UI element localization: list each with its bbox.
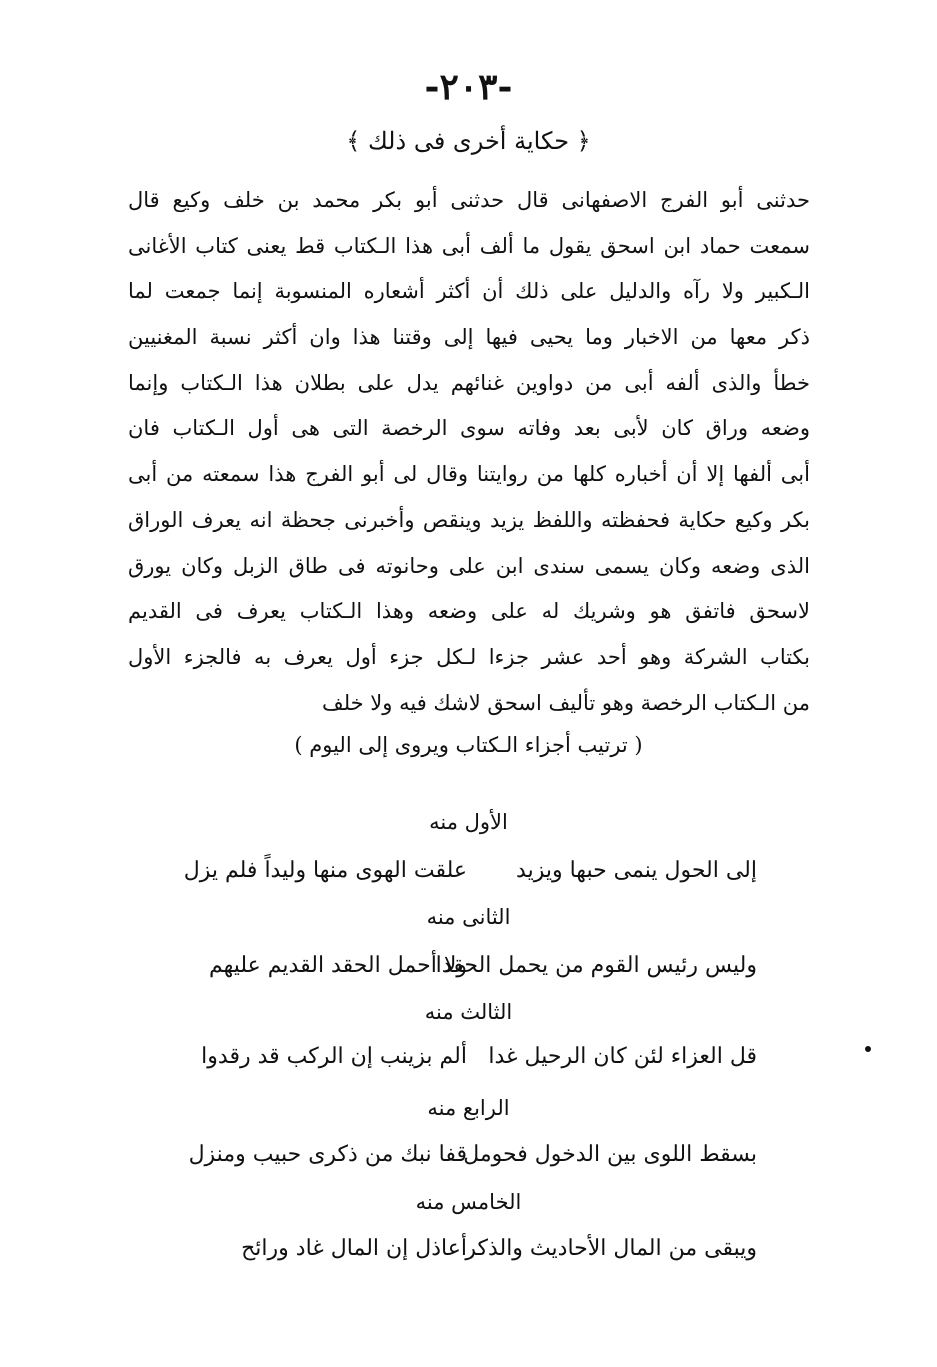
prose-line: الـكبير ولا رآه والدليل على ذلك أن أكثر أشعاره المنسوبة إنما جمعت لما <box>128 279 810 304</box>
prose-line: ذكر معها من الاخبار وما يحيى فيها إلى وقتنا هذا وان أكثر نسبة المغنيين <box>128 325 810 350</box>
page-number: -٢٠٣- <box>424 66 513 108</box>
section-label: الثانى منه <box>426 905 511 929</box>
verse-hemistich-first: أعاذل إن المال غاد ورائح <box>241 1236 467 1261</box>
verse-hemistich-second: بسقط اللوى بين الدخول فحومل <box>463 1142 757 1167</box>
prose-line: بكر وكيع حكاية فحفظته واللفظ يزيد وينقص وأخبرنى جحظة انه يعرف الوراق <box>128 507 810 532</box>
verse-hemistich-second: وليس رئيس القوم من يحمل الحقدا <box>435 953 757 978</box>
prose-line: حدثنى أبو الفرج الاصفهانى قال حدثنى أبو بكر محمد بن خلف وكيع قال <box>128 188 810 212</box>
prose-line: خطأ والذى ألفه أبى من دواوين غنائهم يدل على بطلان هذا الـكتاب وإنما <box>128 370 810 395</box>
verse-hemistich-second: إلى الحول ينمى حبها ويزيد <box>516 858 757 883</box>
prose-line: وضعه وراق كان لأبى بعد وفاته سوى الرخصة التى هى أول الـكتاب فان <box>128 416 810 441</box>
section-label: الرابع منه <box>427 1096 510 1120</box>
section-label: الخامس منه <box>415 1190 522 1214</box>
verse-hemistich-first: قفا نبك من ذكرى حبيب ومنزل <box>188 1142 467 1167</box>
prose-line: أبى ألفها إلا أن أخباره كلها من روايتنا وقال لى أبو الفرج هذا سمعته من أبى <box>128 462 810 487</box>
parts-subheading: ( ترتيب أجزاء الـكتاب ويروى إلى اليوم ) <box>294 733 643 757</box>
verse-hemistich-first: ولا أحمل الحقد القديم عليهم <box>208 953 467 978</box>
section-label: الثالث منه <box>424 1000 513 1024</box>
section-heading: ﴿ حكاية أخرى فى ذلك ﴾ <box>346 127 591 155</box>
margin-dot <box>865 1046 871 1052</box>
prose-line: بكتاب الشركة وهو أحد عشر جزءا لـكل جزء أول يعرف به فالجزء الأول <box>128 644 810 669</box>
verse-hemistich-second: ويبقى من المال الأحاديث والذكر <box>465 1236 757 1261</box>
verse-hemistich-first: ألم بزينب إن الركب قد رقدوا <box>201 1044 467 1069</box>
verse-hemistich-first: علقت الهوى منها وليداً فلم يزل <box>183 858 467 883</box>
prose-line: لاسحق فاتفق هو وشريك له على وضعه وهذا الـكتاب يعرف فى القديم <box>128 599 810 624</box>
prose-paragraph <box>128 178 810 726</box>
prose-line: سمعت حماد ابن اسحق يقول ما ألف أبى هذا الـكتاب قط يعنى كتاب الأغانى <box>128 233 810 258</box>
verse-hemistich-second: قل العزاء لئن كان الرحيل غدا <box>488 1044 757 1069</box>
prose-line: من الـكتاب الرخصة وهو تأليف اسحق لاشك فيه ولا خلف <box>321 690 810 715</box>
prose-line: الذى وضعه وكان يسمى سندى ابن على وحانوته فى طاق الزبل وكان يورق <box>128 553 810 578</box>
section-label: الأول منه <box>429 810 508 834</box>
